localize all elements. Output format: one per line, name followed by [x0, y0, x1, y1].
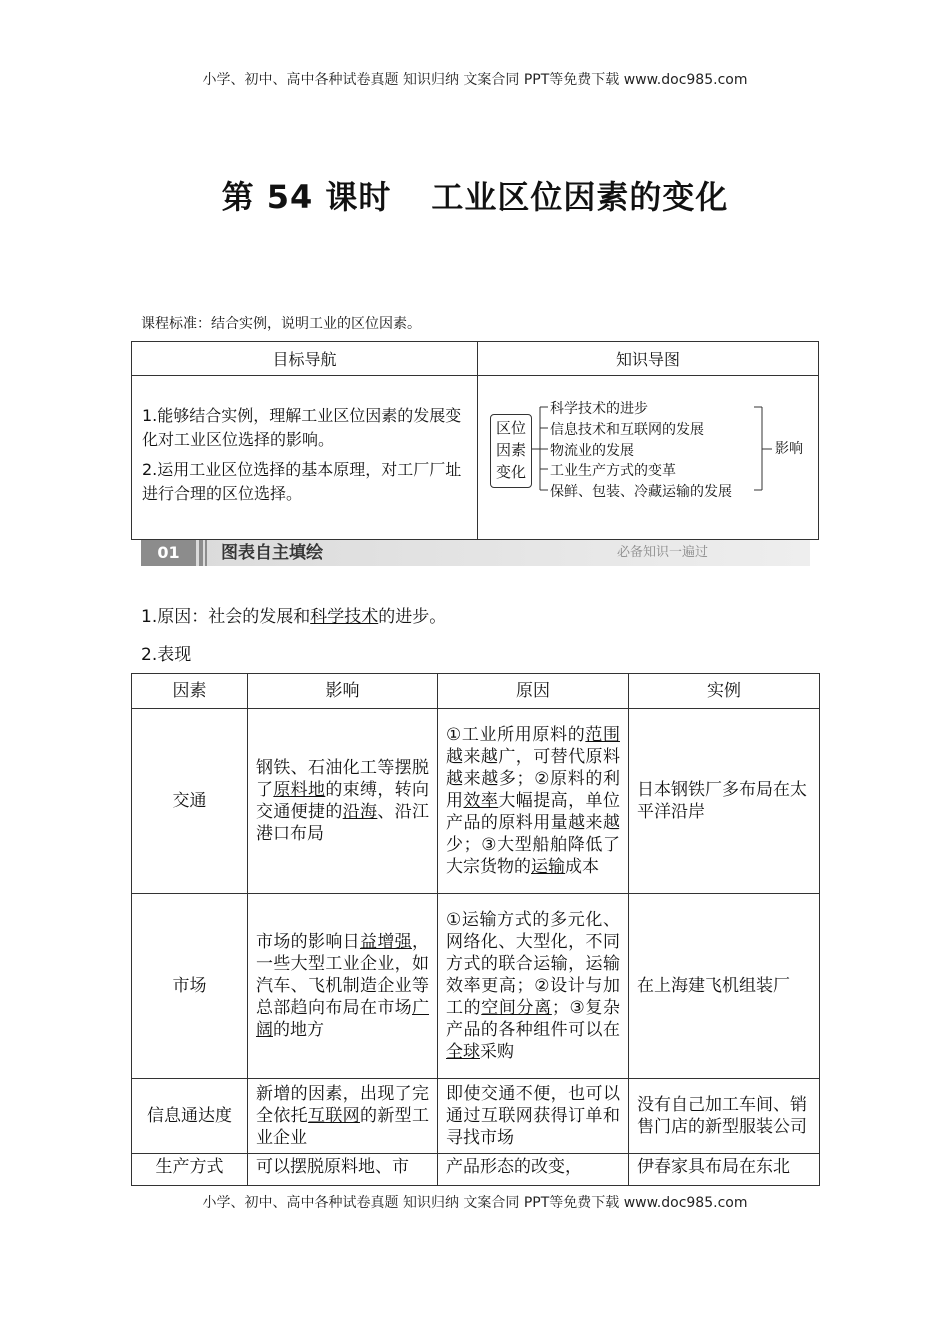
map-item: 物流业的发展	[550, 443, 634, 459]
lesson-number: 第 54 课时	[221, 178, 392, 216]
cause-answer: 科学技术	[310, 607, 379, 627]
table-header: 实例	[629, 674, 820, 709]
cause-line	[141, 602, 446, 627]
section-number: 01	[141, 540, 196, 566]
example-cell: 在上海建飞机组装厂	[629, 894, 820, 1079]
reason-cell: 产品形态的改变，	[438, 1154, 629, 1186]
table-header: 影响	[248, 674, 438, 709]
goals-header: 目标导航	[132, 342, 478, 376]
reason-cell: ①工业所用原料的范围越来越广，可替代原料越来越多；②原料的利用效率大幅提高，单位产品的原料用量越来越少；③大型船舶降低了大宗货物的运输成本	[438, 709, 629, 894]
factor-cell: 交通	[132, 709, 248, 894]
table-row	[132, 709, 820, 894]
map-header: 知识导图	[478, 342, 819, 376]
example-cell: 伊春家具布局在东北	[629, 1154, 820, 1186]
overview-table	[131, 341, 819, 540]
page-title	[0, 172, 950, 218]
factor-table	[131, 673, 820, 1186]
influence-cell: 市场的影响日益增强，一些大型工业企业，如汽车、飞机制造企业等总部趋向布局在市场广阔的地方	[248, 894, 438, 1079]
map-root-line: 变化	[495, 463, 526, 481]
table-row	[132, 1079, 820, 1154]
factor-cell: 信息通达度	[132, 1079, 248, 1154]
table-row	[132, 1154, 820, 1186]
banner-divider	[205, 540, 207, 566]
table-row	[132, 894, 820, 1079]
section-title: 图表自主填绘	[221, 543, 323, 563]
map-item: 保鲜、包装、冷藏运输的发展	[550, 484, 732, 500]
example-cell: 日本钢铁厂多布局在太平洋沿岸	[629, 709, 820, 894]
goals-cell	[132, 376, 478, 540]
influence-cell: 可以摆脱原料地、市	[248, 1154, 438, 1186]
knowledge-map	[478, 376, 819, 540]
map-root-line: 区位	[495, 419, 526, 437]
cause-suffix: 的进步。	[378, 607, 447, 627]
map-influence: 影响	[775, 441, 803, 457]
banner-divider	[199, 540, 203, 566]
table-header: 原因	[438, 674, 629, 709]
reason-cell: 即使交通不便，也可以通过互联网获得订单和寻找市场	[438, 1079, 629, 1154]
map-item: 工业生产方式的变革	[550, 463, 676, 479]
influence-cell: 钢铁、石油化工等摆脱了原料地的束缚，转向交通便捷的沿海、沿江港口布局	[248, 709, 438, 894]
goal-item: 2.运用工业区位选择的基本原理，对工厂厂址进行合理的区位选择。	[142, 459, 462, 503]
map-connectors	[478, 376, 818, 539]
factor-cell: 市场	[132, 894, 248, 1079]
table-header: 因素	[132, 674, 248, 709]
performance-heading: 2.表现	[141, 645, 192, 665]
example-cell: 没有自己加工车间、销售门店的新型服装公司	[629, 1079, 820, 1154]
goal-item: 1.能够结合实例，理解工业区位因素的发展变化对工业区位选择的影响。	[142, 405, 462, 449]
reason-cell: ①运输方式的多元化、网络化、大型化，不同方式的联合运输，运输效率更高；②设计与加工的空间分离；③复杂产品的各种组件可以在全球采购	[438, 894, 629, 1079]
page-footer: 小学、初中、高中各种试卷真题 知识归纳 文案合同 PPT等免费下载 www.doc985.com	[202, 1195, 748, 1211]
page-header: 小学、初中、高中各种试卷真题 知识归纳 文案合同 PPT等免费下载 www.doc985.com	[202, 72, 748, 88]
map-item: 信息技术和互联网的发展	[550, 422, 704, 438]
course-standard: 课程标准：结合实例，说明工业的区位因素。	[141, 316, 421, 332]
lesson-topic: 工业区位因素的变化	[431, 178, 729, 216]
section-banner	[141, 540, 810, 566]
map-item: 科学技术的进步	[550, 401, 648, 417]
cause-prefix: 1.原因：社会的发展和	[141, 607, 311, 627]
factor-cell: 生产方式	[132, 1154, 248, 1186]
section-subtitle: 必备知识一遍过	[617, 545, 709, 560]
map-root-line: 因素	[495, 441, 526, 459]
influence-cell: 新增的因素，出现了完全依托互联网的新型工业企业	[248, 1079, 438, 1154]
